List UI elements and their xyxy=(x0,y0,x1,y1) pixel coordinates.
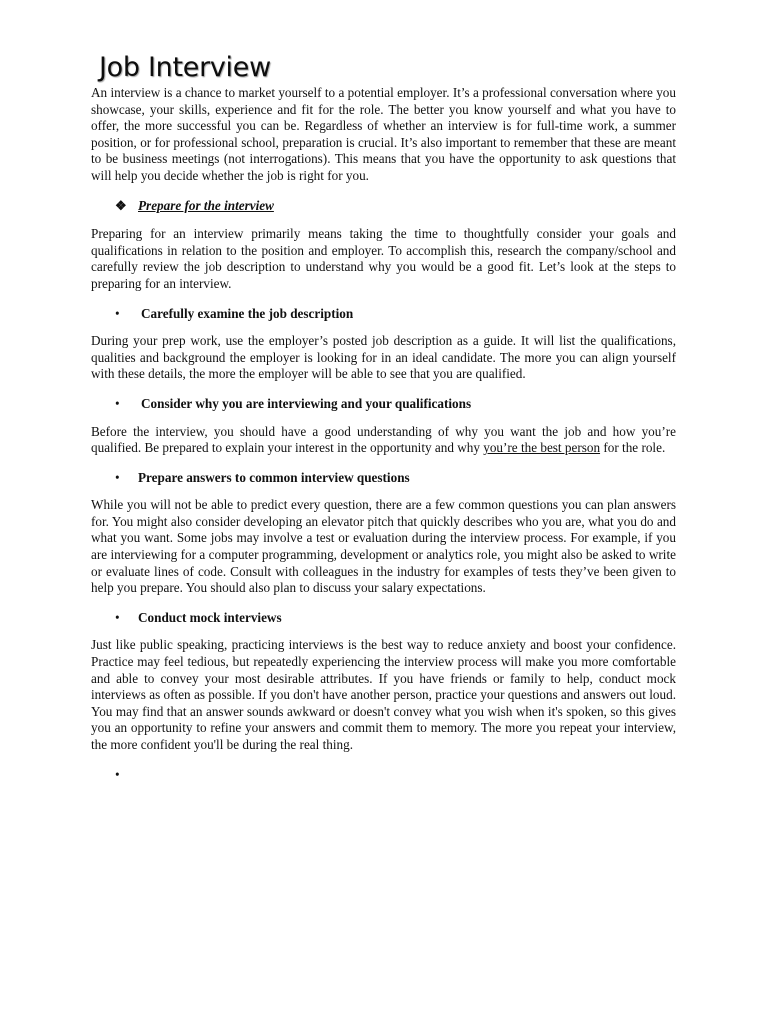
document-body xyxy=(91,85,676,784)
paragraph-qualifications xyxy=(91,424,676,457)
diamond-bullet-icon: ❖ xyxy=(115,197,127,213)
section-heading xyxy=(91,198,676,215)
bullet-icon: • xyxy=(115,305,120,321)
bullet-heading-text: Carefully examine the job description xyxy=(141,305,354,321)
bullet-heading-text: Prepare answers to common interview questions xyxy=(138,469,410,485)
bullet-heading-common-questions xyxy=(91,470,676,487)
bullet-icon: • xyxy=(115,766,120,782)
paragraph-text: Before the interview, you should have a good understanding of why you want the job and how you’re qualified. Be prepared to explain your interest in the opportunity and why xyxy=(91,423,676,456)
bullet-icon: • xyxy=(115,469,120,485)
bullet-heading-mock-interviews xyxy=(91,610,676,627)
paragraph-text: for the role. xyxy=(600,440,666,456)
page-title: Job Interview xyxy=(99,52,271,83)
best-person-link[interactable]: you’re the best person xyxy=(483,440,601,456)
bullet-heading-qualifications xyxy=(91,396,676,413)
bullet-icon: • xyxy=(115,395,120,411)
intro-paragraph: An interview is a chance to market yourself to a potential employer. It’s a professional conversation where you showcase, your skills, experience and fit for the role. The better you know yourself and what you have to offer, the more successful you can be. Regardless of whether an interview is for full-time work, a summer position, or for professional school, preparation is crucial. It’s also important to remember that these are meant to be business meetings (not interrogations). This means that you have the opportunity to ask questions that will help you decide whether the job is right for you. xyxy=(91,85,676,183)
bullet-icon: • xyxy=(115,609,120,625)
section-paragraph: Preparing for an interview primarily means taking the time to thoughtfully consider your goals and qualifications in relation to the position and employer. To accomplish this, research the company/school and carefully review the job description to understand why you would be a good fit. Let’s look at the steps to preparing for an interview. xyxy=(91,226,676,291)
paragraph-mock-interviews: Just like public speaking, practicing interviews is the best way to reduce anxiety and boost your confidence. Practice may feel tedious, but repeatedly experiencing the interview process will make you more comfortable and able to convey your most desirable attributes. If you have friends or family to help, conduct mock interviews as often as possible. If you don't have another person, practice your questions and answers out loud. You may find that an answer sounds awkward or doesn't convey what you wish when it's spoken, so this gives you an opportunity to refine your answers and commit them to memory. The more you repeat your interview, the more confident you'll be during the real thing. xyxy=(91,637,676,752)
bullet-heading-job-description xyxy=(91,306,676,323)
bullet-heading-text: Consider why you are interviewing and your qualifications xyxy=(141,395,472,411)
paragraph-job-description: During your prep work, use the employer’s posted job description as a guide. It will list the qualifications, qualities and background the employer is looking for in an ideal candidate. The more you can align yourself with these details, the more the employer will be able to see that you are qualified. xyxy=(91,333,676,382)
paragraph-common-questions: While you will not be able to predict every question, there are a few common questions you can plan answers for. You might also consider developing an elevator pitch that quickly describes who you are, what you do and what you want. Some jobs may involve a test or evaluation during the interview process. For example, if you are interviewing for a computer programming, development or analytics role, you might also be asked to write or evaluate lines of code. Consult with colleagues in the industry for examples of tests they’ve been given to help you prepare. You should also plan to discuss your salary expectations. xyxy=(91,497,676,596)
bullet-heading-text: Conduct mock interviews xyxy=(138,609,282,625)
empty-bullet-item xyxy=(91,767,676,784)
section-heading-text: Prepare for the interview xyxy=(138,197,274,213)
